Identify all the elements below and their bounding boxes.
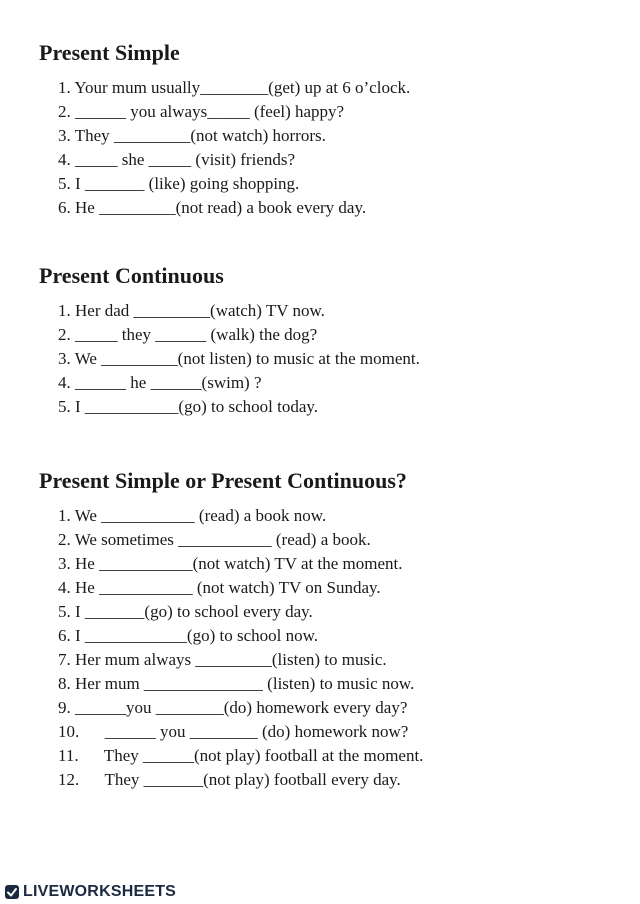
section-title-present-continuous: Present Continuous (39, 263, 224, 288)
exercise-line: 6. He _________(not read) a book every day. (58, 198, 367, 217)
exercise-line: 3. He ___________(not watch) TV at the moment. (58, 554, 403, 573)
exercise-line: 6. I ____________(go) to school now. (58, 626, 319, 645)
exercise-line: 3. They _________(not watch) horrors. (58, 126, 326, 145)
brand-name: LIVEWORKSHEETS (23, 883, 177, 900)
exercise-line: 4. _____ she _____ (visit) friends? (58, 150, 296, 169)
liveworksheets-logo-icon (4, 884, 20, 900)
exercise-line: 12. They _______(not play) football every day. (58, 770, 401, 789)
exercise-line: 1. Your mum usually________(get) up at 6 o’clock. (58, 78, 411, 97)
section-title-simple-or-continuous: Present Simple or Present Continuous? (39, 468, 407, 493)
exercise-line: 1. Her dad _________(watch) TV now. (58, 301, 325, 320)
exercise-line: 3. We _________(not listen) to music at the moment. (58, 349, 420, 368)
exercise-line: 1. We ___________ (read) a book now. (58, 506, 327, 525)
exercise-line: 9. ______you ________(do) homework every day? (58, 698, 408, 717)
exercise-line: 8. Her mum ______________ (listen) to music now. (58, 674, 415, 693)
exercise-line: 2. ______ you always_____ (feel) happy? (58, 102, 345, 121)
section-title-present-simple: Present Simple (39, 40, 180, 65)
exercise-line: 5. I _______(go) to school every day. (58, 602, 313, 621)
exercise-line: 5. I ___________(go) to school today. (58, 397, 319, 416)
exercise-line: 4. He ___________ (not watch) TV on Sunday. (58, 578, 381, 597)
exercise-line: 11. They ______(not play) football at the moment. (58, 746, 424, 765)
exercise-line: 5. I _______ (like) going shopping. (58, 174, 300, 193)
exercise-line: 7. Her mum always _________(listen) to music. (58, 650, 387, 669)
exercise-line: 4. ______ he ______(swim) ? (58, 373, 262, 392)
liveworksheets-brand[interactable] (4, 882, 176, 902)
exercise-line: 2. _____ they ______ (walk) the dog? (58, 325, 318, 344)
exercise-line: 2. We sometimes ___________ (read) a book. (58, 530, 371, 549)
exercise-line: 10. ______ you ________ (do) homework now? (58, 722, 409, 741)
